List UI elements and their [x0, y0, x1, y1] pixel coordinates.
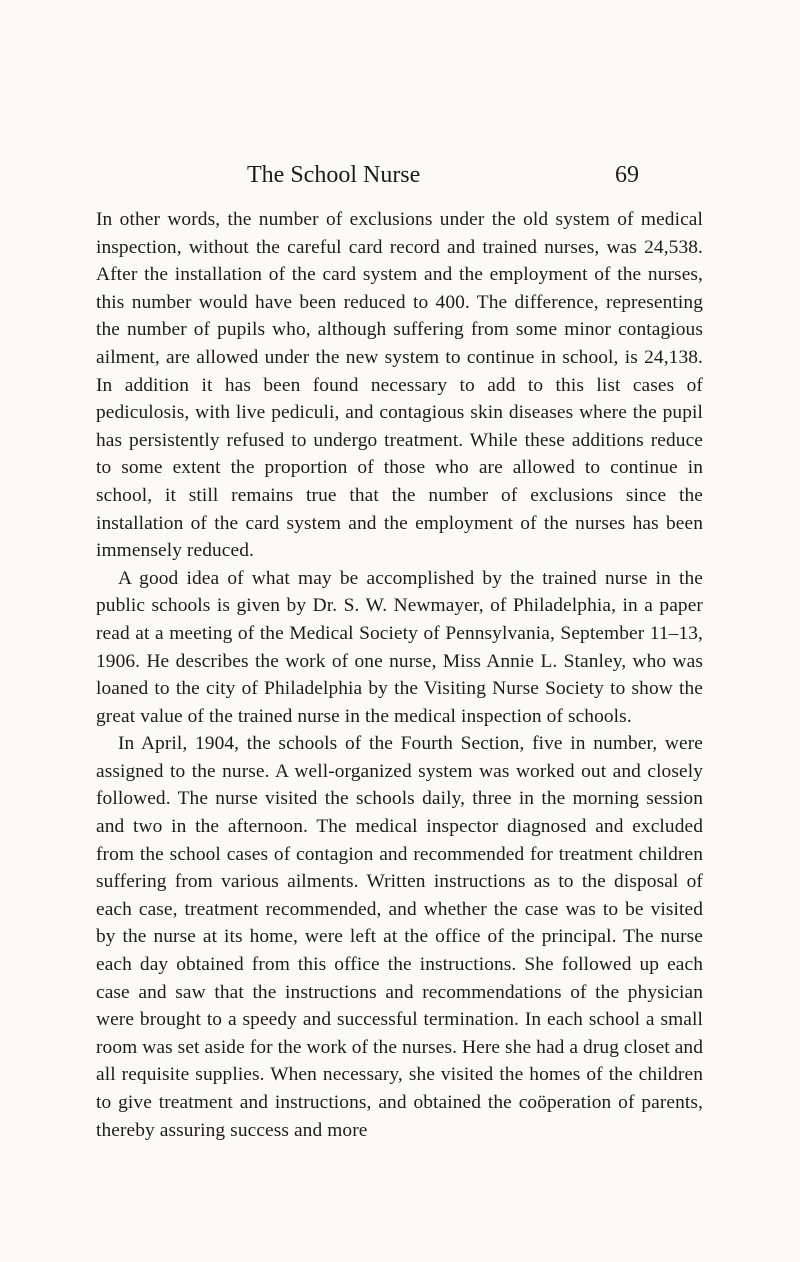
- page-number: 69: [615, 162, 639, 188]
- running-head: [247, 158, 639, 192]
- chapter-title: The School Nurse: [247, 162, 421, 188]
- paragraph-exclusions: In other words, the number of exclusions under the old system of medical inspection, without the careful card record and trained nurses, was 24,538. After the installation of the card system and the employment of the nurses, this number would have been reduced to 400. The difference, representing the number of pupils who, although suffering from some minor contagious ailment, are allowed under the new system to continue in school, is 24,138. In addition it has been found necessary to add to this list cases of pediculosis, with live pediculi, and contagious skin diseases where the pupil has persistently refused to undergo treatment. While these additions reduce to some extent the proportion of those who are allowed to continue in school, it still remains true that the number of exclusions since the installation of the card system and the employment of the nurses has been immensely reduced.: [96, 209, 703, 562]
- body-text: [96, 206, 703, 1144]
- paragraph-newmayer-report: A good idea of what may be accomplished by the trained nurse in the public schools is given by Dr. S. W. Newmayer, of Philadelphia, in a paper read at a meeting of the Medical Society of Pennsylvania, September 11–13, 1906. He describes the work of one nurse, Miss Annie L. Stanley, who was loaned to the city of Philadelphia by the Visiting Nurse Society to show the great value of the trained nurse in the medical inspection of schools.: [96, 567, 703, 727]
- paragraph-fourth-section: In April, 1904, the schools of the Fourth Section, five in number, were assigned to the nurse. A well-organized system was worked out and closely followed. The nurse visited the schools daily, three in the morning session and two in the afternoon. The medical inspector diagnosed and excluded from the school cases of contagion and recommended for treatment children suffering from various ailments. Written instructions as to the disposal of each case, treatment recommended, and whether the case was to be visited by the nurse at its home, were left at the office of the principal. The nurse each day obtained from this office the instructions. She followed up each case and saw that the instructions and recommendations of the physician were brought to a speedy and successful termination. In each school a small room was set aside for the work of the nurses. Here she had a drug closet and all requisite supplies. When necessary, she visited the homes of the children to give treatment and instructions, and obtained the coöperation of parents, thereby assuring success and more: [96, 733, 704, 1141]
